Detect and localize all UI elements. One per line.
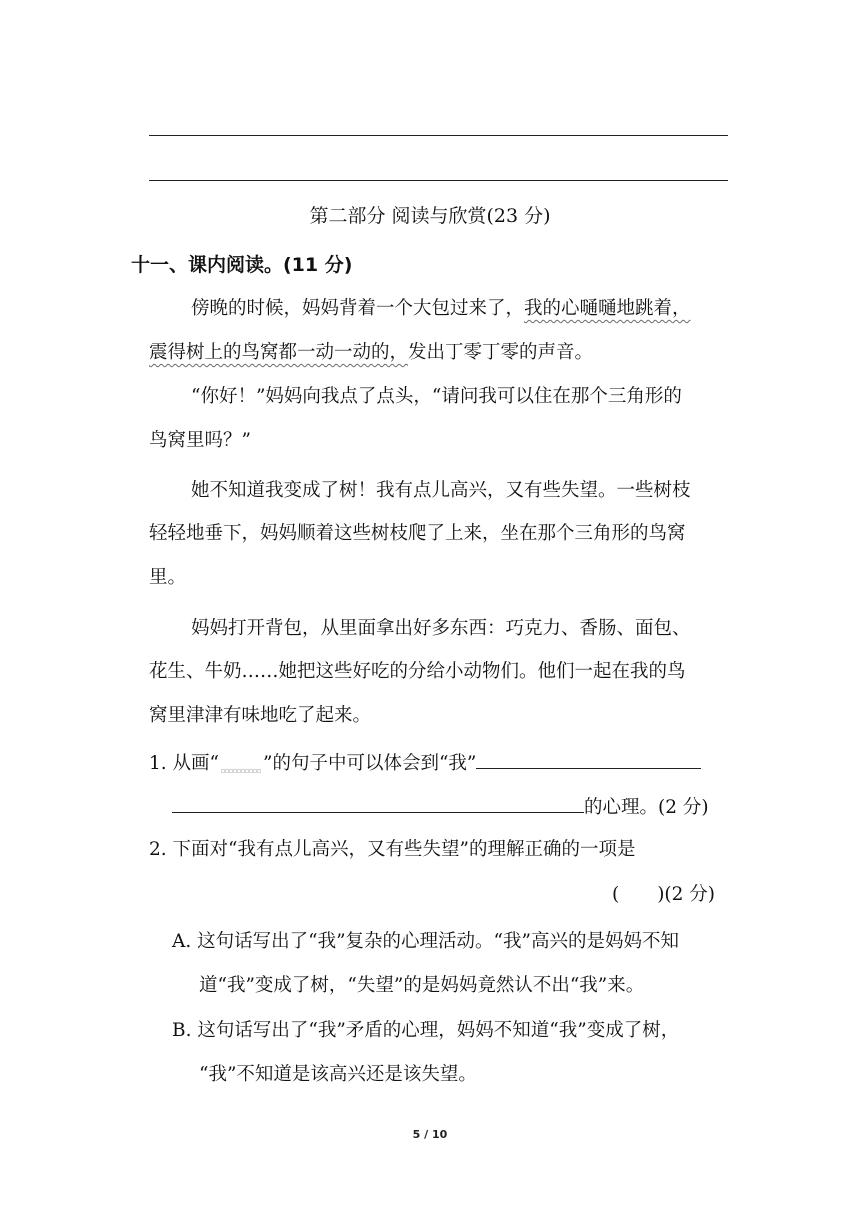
paren-open: ( (612, 884, 620, 905)
answer-blank-1a[interactable] (476, 748, 701, 769)
option-b-text: 这句话写出了“我”矛盾的心理，妈妈不知道“我”变成了树， (197, 1020, 680, 1041)
passage-p1-line2 (149, 340, 593, 366)
question-heading: 十一、课内阅读。(11 分) (131, 254, 353, 276)
page-number: 5 / 10 (412, 1128, 448, 1141)
paren-close: )(2 分) (657, 884, 716, 905)
passage-p4-line3: 窝里津津有味地吃了起来。 (149, 705, 372, 726)
passage-p2-line1: “你好！”妈妈向我点了点头，“请问我可以住在那个三角形的 (191, 386, 682, 407)
passage-p1-line1 (191, 296, 691, 322)
option-a-line1[interactable] (172, 929, 679, 955)
question-1 (149, 748, 701, 777)
passage-p3-line1: 她不知道我变成了树！我有点儿高兴，又有些失望。一些树枝 (191, 480, 691, 501)
option-b-letter: B. (172, 1020, 192, 1041)
question-2-stem: 下面对“我有点儿高兴，又有些失望”的理解正确的一项是 (172, 839, 636, 860)
question-1-cont (172, 792, 709, 821)
passage-wavy-sentence-b: 震得树上的鸟窝都一动一动的， (149, 342, 409, 363)
question-2 (149, 837, 635, 863)
option-a-letter: A. (172, 931, 192, 952)
question-1-text-b: ”的句子中可以体会到“我” (263, 753, 477, 774)
question-2-number: 2. (149, 839, 167, 860)
passage-p1-lead: 傍晚的时候，妈妈背着一个大包过来了， (191, 298, 525, 319)
passage-p4-line2: 花生、牛奶……她把这些好吃的分给小动物们。他们一起在我的鸟 (149, 661, 686, 682)
passage-wavy-sentence-a: 我的心嗵嗵地跳着， (524, 298, 691, 319)
option-b-line1[interactable] (172, 1018, 679, 1044)
question-1-number: 1. (149, 753, 167, 774)
answer-line-1 (149, 135, 728, 136)
passage-p1-tail: 发出丁零丁零的声音。 (408, 342, 594, 363)
passage-p3-line3: 里。 (149, 567, 187, 588)
passage-p4-line1: 妈妈打开背包，从里面拿出好多东西：巧克力、香肠、面包、 (191, 618, 691, 639)
question-1-end: 的心理。(2 分) (584, 797, 709, 818)
passage-p3-line2: 轻轻地垂下，妈妈顺着这些树枝爬了上来，坐在那个三角形的鸟窝 (149, 523, 686, 544)
passage-p2-line2: 鸟窝里吗？” (149, 430, 251, 451)
wavy-mark-sample (221, 763, 261, 773)
answer-line-2 (149, 180, 728, 181)
option-b-line2: “我”不知道是该高兴还是该失望。 (199, 1064, 477, 1085)
question-1-text-a: 从画“ (172, 753, 220, 774)
question-2-answer-paren (612, 882, 715, 908)
section-title: 第二部分 阅读与欣赏(23 分) (309, 205, 551, 227)
option-a-line2: 道“我”变成了树，“失望”的是妈妈竟然认不出“我”来。 (199, 975, 645, 996)
answer-blank-1b[interactable] (172, 792, 584, 813)
option-a-text: 这句话写出了“我”复杂的心理活动。“我”高兴的是妈妈不知 (197, 931, 679, 952)
